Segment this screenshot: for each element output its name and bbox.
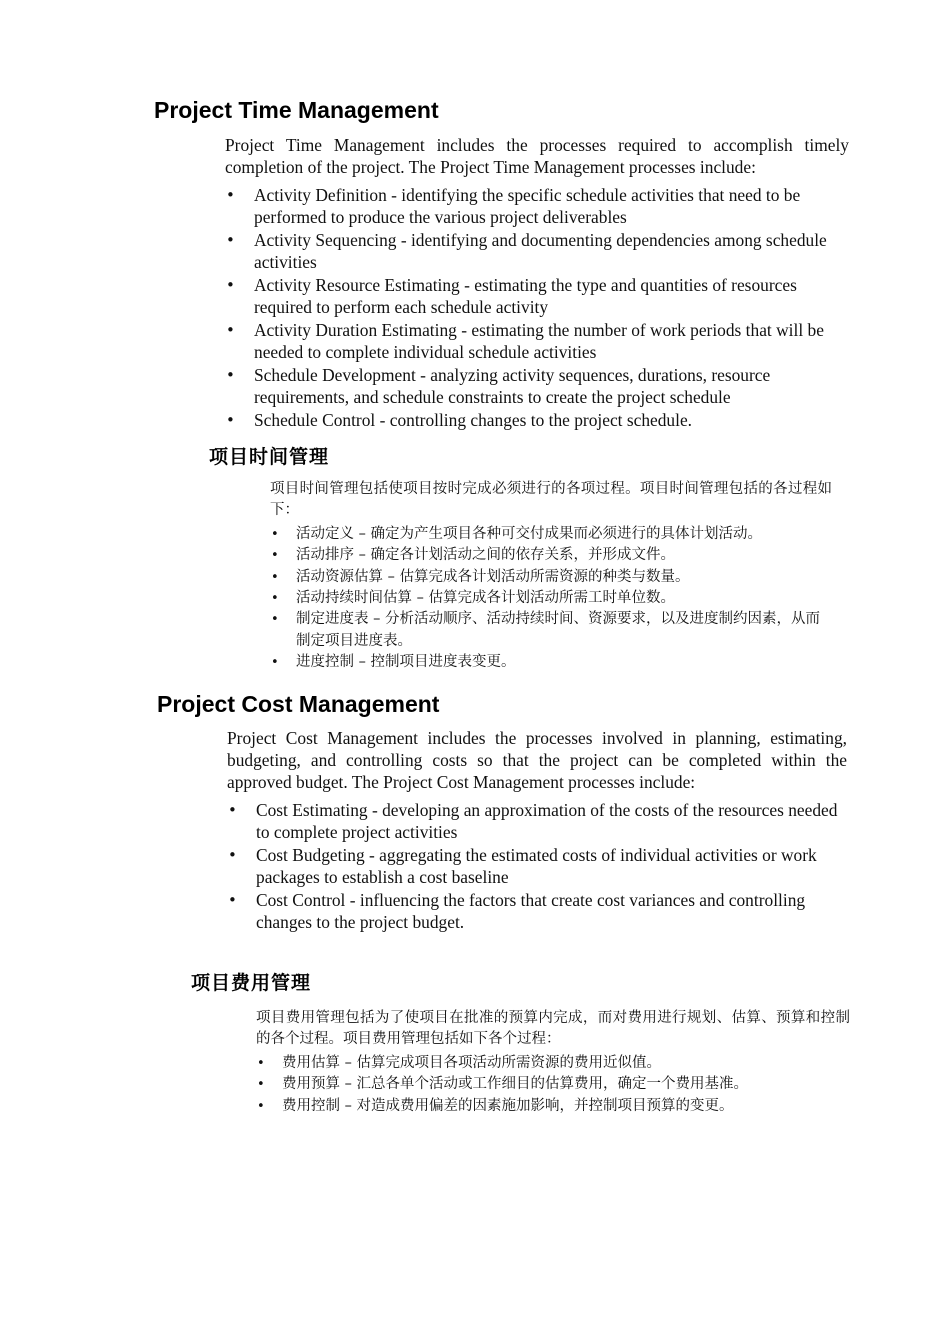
list-item: • 费用预算 – 汇总各单个活动或工作细目的估算费用，确定一个费用基准。 [256,1074,850,1095]
list-item: • Activity Definition - identifying the specific schedule activities that need to be performed to produce the various project deliverables [226,185,801,227]
bullet-icon: • [226,186,235,204]
bullet-icon: • [228,801,237,819]
bullet-icon: • [271,569,279,585]
list-item: • 活动资源估算 – 估算完成各计划活动所需资源的种类与数量。 [270,567,832,588]
bullet-icon: • [271,526,279,542]
list-item: • Cost Estimating - developing an approximation of the costs of the resources needed to complete project activities [228,800,838,842]
section-body-time [225,134,849,432]
section-heading-cost-zh: 项目费用管理 [191,972,312,994]
bullet-icon: • [226,276,235,294]
bullet-icon: • [226,321,235,339]
list-item: • Schedule Development - analyzing activity sequences, durations, resource requirements, and schedule constraints to create the project schedule [226,365,771,407]
bullet-icon: • [271,655,279,671]
list-item: • Activity Duration Estimating - estimating the number of work periods that will be needed to complete individual schedule activities [226,320,824,362]
bullet-icon: • [271,591,279,607]
section-heading-cost: Project Cost Management [157,691,440,717]
process-list-time-zh [270,524,832,674]
process-list-cost-zh [256,1053,850,1117]
section-body-time-zh [270,479,832,674]
list-item: • 费用估算 – 估算完成项目各项活动所需资源的费用近似值。 [256,1053,850,1074]
process-list-cost [227,799,847,933]
list-item: • 活动排序 – 确定各计划活动之间的依存关系，并形成文件。 [270,545,832,566]
bullet-icon: • [257,1098,265,1114]
list-item: • 费用控制 – 对造成费用偏差的因素施加影响，并控制项目预算的变更。 [256,1096,850,1117]
section-body-cost [227,727,847,934]
section-heading-time-zh: 项目时间管理 [209,446,330,468]
list-item: • Cost Budgeting - aggregating the estimated costs of individual activities or work packages to establish a cost baseline [228,845,817,887]
process-list-time [225,184,849,431]
list-item: • Schedule Control - controlling changes to the project schedule. [226,410,693,430]
bullet-icon: • [271,548,279,564]
bullet-icon: • [257,1077,265,1093]
section-intro-time-zh: 项目时间管理包括使项目按时完成必须进行的各项过程。项目时间管理包括的各过程如下： [270,481,832,519]
bullet-icon: • [226,411,235,429]
bullet-icon: • [228,891,237,909]
list-item: • 制定进度表 – 分析活动顺序、活动持续时间、资源要求，以及进度制约因素，从而制定项目进度表。 [271,611,820,649]
section-heading-time: Project Time Management [154,97,439,123]
bullet-icon: • [228,846,237,864]
section-body-cost-zh [256,1008,850,1117]
bullet-icon: • [257,1055,265,1071]
section-intro-cost: Project Cost Management includes the processes involved in planning, estimating, budgeting, and controlling costs so that the project can be completed within the approved budget. The Project Cost Management processes include: [227,728,847,792]
bullet-icon: • [271,612,279,628]
list-item: • Activity Resource Estimating - estimating the type and quantities of resources required to perform each schedule activity [226,275,797,317]
bullet-icon: • [226,231,235,249]
list-item: • 活动持续时间估算 – 估算完成各计划活动所需工时单位数。 [270,588,832,609]
list-item: • 活动定义 – 确定为产生项目各种可交付成果而必须进行的具体计划活动。 [270,524,832,545]
list-item: • Activity Sequencing - identifying and documenting dependencies among schedule activities [226,230,827,272]
list-item: • 进度控制 – 控制项目进度表变更。 [270,652,832,673]
bullet-icon: • [226,366,235,384]
section-intro-cost-zh: 项目费用管理包括为了使项目在批准的预算内完成，而对费用进行规划、估算、预算和控制的各个过程。项目费用管理包括如下各个过程： [256,1010,850,1048]
list-item: • Cost Control - influencing the factors that create cost variances and controlling changes to the project budget. [228,890,806,932]
section-intro-time: Project Time Management includes the processes required to accomplish timely completion of the project. The Project Time Management processes include: [225,135,849,177]
